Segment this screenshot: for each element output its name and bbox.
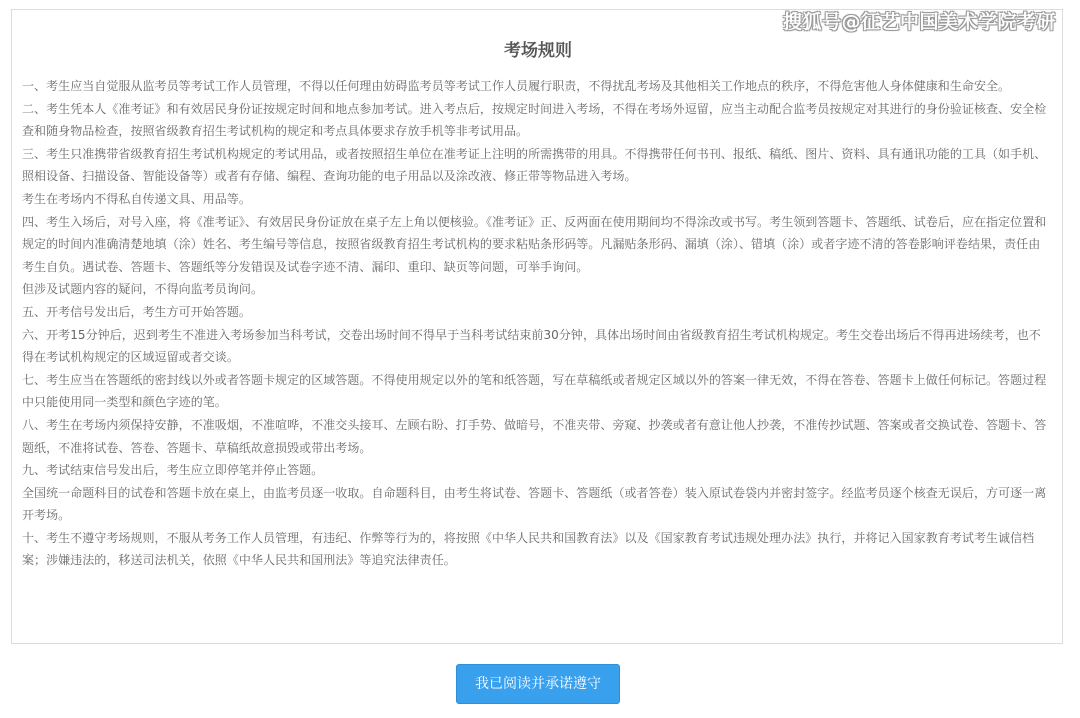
watermark: 搜狐号@征艺中国美术学院考研 bbox=[782, 11, 1056, 33]
rule-item: 全国统一命题科目的试卷和答题卡放在桌上，由监考员逐一收取。自命题科目，由考生将试卷、答题卡、答题纸（或者答卷）装入原试卷袋内并密封签字。经监考员逐个核查无误后，方可逐一离开考场。 bbox=[22, 485, 1047, 523]
rule-item: 但涉及试题内容的疑问，不得向监考员询问。 bbox=[22, 282, 264, 297]
agree-button[interactable]: 我已阅读并承诺遵守 bbox=[456, 664, 620, 704]
rule-item: 十、考生不遵守考场规则，不服从考务工作人员管理，有违纪、作弊等行为的，将按照《中华人民共和国教育法》以及《国家教育考试违规处理办法》执行，并将记入国家教育考试考生诚信档案；涉嫌违法的，移送司法机关，依照《中华人民共和国刑法》等追究法律责任。 bbox=[22, 530, 1035, 568]
rule-item: 五、开考信号发出后，考生方可开始答题。 bbox=[22, 304, 251, 319]
rule-item: 八、考生在考场内须保持安静，不准吸烟，不准喧哗，不准交头接耳、左顾右盼、打手势、做暗号，不准夹带、旁窥、抄袭或者有意让他人抄袭，不准传抄试题、答案或者交换试卷、答题卡、答题纸，不准将试卷、答卷、答题卡、草稿纸故意损毁或带出考场。 bbox=[22, 417, 1047, 455]
rule-item: 考生在考场内不得私自传递文具、用品等。 bbox=[22, 191, 251, 206]
rule-item: 四、考生入场后，对号入座，将《准考证》、有效居民身份证放在桌子左上角以便核验。《准考证》正、反两面在使用期间均不得涂改或书写。考生领到答题卡、答题纸、试卷后，应在指定位置和规定的时间内准确清楚地填（涂）姓名、考生编号等信息，按照省级教育招生考试机构的要求粘贴条形码等。凡漏贴条形码、漏填（涂）、错填（涂）或者字迹不清的答卷影响评卷结果，责任由考生自负。遇试卷、答题卡、答题纸等分发错误及试卷字迹不清、漏印、重印、缺页等问题，可举手询问。 bbox=[22, 214, 1047, 274]
rule-item: 一、考生应当自觉服从监考员等考试工作人员管理，不得以任何理由妨碍监考员等考试工作人员履行职责，不得扰乱考场及其他相关工作地点的秩序，不得危害他人身体健康和生命安全。 bbox=[22, 79, 1011, 93]
rules-title: 考场规则 bbox=[504, 41, 572, 61]
rule-item: 九、考试结束信号发出后，考生应立即停笔并停止答题。 bbox=[22, 463, 324, 478]
rule-item: 三、考生只准携带省级教育招生考试机构规定的考试用品，或者按照招生单位在准考证上注明的所需携带的用具。不得携带任何书刊、报纸、稿纸、图片、资料、具有通讯功能的工具（如手机、照相设备、扫描设备、智能设备等）或者有存储、编程、查询功能的电子用品以及涂改液、修正带等物品进入考场。 bbox=[22, 146, 1047, 184]
rule-item: 六、开考15分钟后，迟到考生不准进入考场参加当科考试，交卷出场时间不得早于当科考试结束前30分钟，具体出场时间由省级教育招生考试机构规定。考生交卷出场后不得再进场续考，也不得在考试机构规定的区域逗留或者交谈。 bbox=[22, 327, 1041, 365]
rules-body bbox=[22, 75, 1052, 572]
rules-panel bbox=[11, 9, 1063, 644]
rule-item: 七、考生应当在答题纸的密封线以外或者答题卡规定的区域答题。不得使用规定以外的笔和纸答题，写在草稿纸或者规定区域以外的答案一律无效，不得在答卷、答题卡上做任何标记。答题过程中只能使用同一类型和颜色字迹的笔。 bbox=[22, 372, 1047, 410]
rule-item: 二、考生凭本人《准考证》和有效居民身份证按规定时间和地点参加考试。进入考点后，按规定时间进入考场，不得在考场外逗留，应当主动配合监考员按规定对其进行的身份验证核查、安全检查和随身物品检查，按照省级教育招生考试机构的规定和考点具体要求存放手机等非考试用品。 bbox=[22, 101, 1047, 139]
